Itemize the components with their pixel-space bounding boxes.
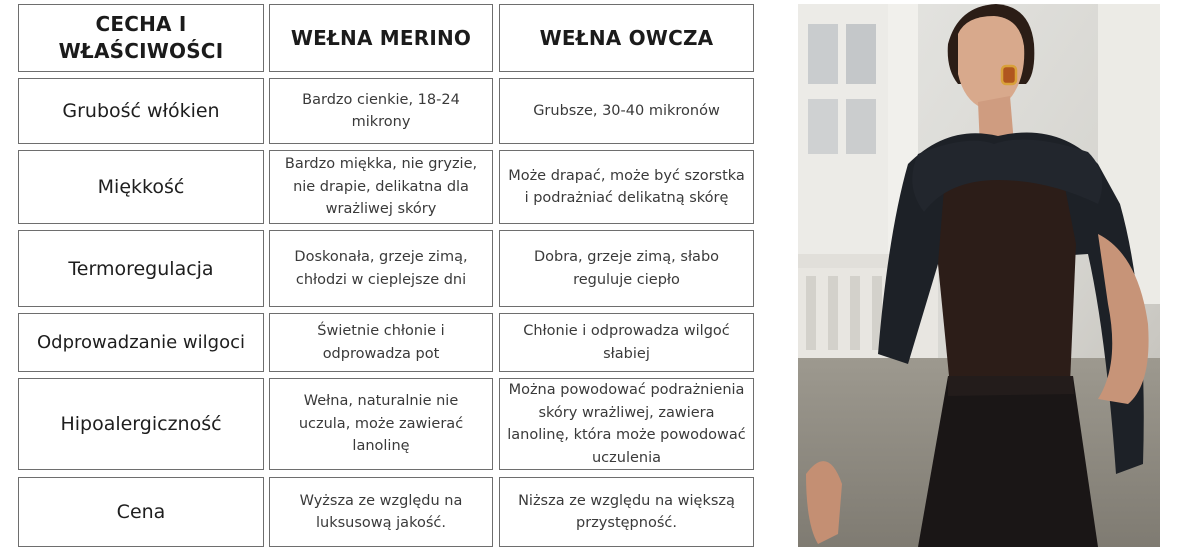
sheep-value: Grubsze, 30-40 mikronów <box>533 102 720 119</box>
feature-label: Cena <box>116 501 166 523</box>
merino-value: Wełna, naturalnie nie uczula, może zawierać lanolinę <box>298 393 464 455</box>
row-sheep-value <box>499 78 754 144</box>
row-feature <box>18 150 264 224</box>
feature-label: Termoregulacja <box>68 257 214 280</box>
merino-value: Świetnie chłonie i odprowadza pot <box>317 323 445 362</box>
model-photo <box>798 4 1160 547</box>
row-feature <box>18 78 264 144</box>
model-photo-illustration <box>798 4 1160 547</box>
header-sheep <box>499 4 754 72</box>
merino-value: Wyższa ze względu na luksusową jakość. <box>299 492 463 531</box>
row-feature <box>18 313 264 372</box>
header-merino <box>269 4 493 72</box>
feature-label: Miękkość <box>97 176 185 198</box>
row-sheep-value <box>499 150 754 224</box>
sheep-value: Może drapać, może być szorstka i podrażniać delikatną skórę <box>508 167 745 206</box>
row-sheep-value <box>499 378 754 470</box>
header-feature <box>18 4 264 72</box>
header-feature-label: CECHA I WŁAŚCIWOŚCI <box>58 12 224 63</box>
sheep-value: Można powodować podrażnienia skóry wrażliwej, zawiera lanolinę, która może powodować uczulenia <box>507 382 746 466</box>
row-feature <box>18 230 264 307</box>
header-sheep-label: WEŁNA OWCZA <box>539 25 714 50</box>
merino-value: Bardzo cienkie, 18-24 mikrony <box>302 91 460 130</box>
merino-value: Doskonała, grzeje zimą, chłodzi w cieplejsze dni <box>294 249 468 288</box>
row-merino-value <box>269 78 493 144</box>
header-merino-label: WEŁNA MERINO <box>290 25 472 50</box>
row-sheep-value <box>499 313 754 372</box>
feature-label: Hipoalergiczność <box>60 413 222 435</box>
feature-label: Grubość włókien <box>62 100 220 122</box>
row-merino-value <box>269 477 493 547</box>
row-merino-value <box>269 230 493 307</box>
row-sheep-value <box>499 477 754 547</box>
row-merino-value <box>269 150 493 224</box>
row-merino-value <box>269 378 493 470</box>
row-merino-value <box>269 313 493 372</box>
sheep-value: Niższa ze względu na większą przystępność. <box>518 492 735 531</box>
row-feature <box>18 477 264 547</box>
sheep-value: Dobra, grzeje zimą, słabo reguluje ciepło <box>533 249 720 288</box>
sheep-value: Chłonie i odprowadza wilgoć słabiej <box>523 323 730 362</box>
feature-label: Odprowadzanie wilgoci <box>37 331 245 353</box>
row-sheep-value <box>499 230 754 307</box>
row-feature <box>18 378 264 470</box>
merino-value: Bardzo miękka, nie gryzie, nie drapie, delikatna dla wrażliwej skóry <box>284 156 478 218</box>
